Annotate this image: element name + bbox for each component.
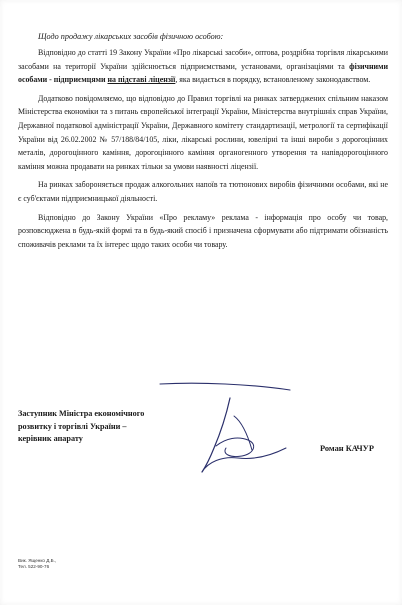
paragraph-1-bold: фізичними особами - підприємцями bbox=[18, 61, 388, 85]
paragraph-market-prohibitions: На ринках забороняється продаж алкогольних напоїв та тютюнових виробів фізичними особами, які не є суб'єктами підприємницької діяльності. bbox=[18, 180, 388, 203]
paragraph-license-requirement bbox=[18, 46, 388, 87]
paragraph-1-bold-underline: на підставі ліцензії bbox=[107, 75, 176, 85]
signer-title-line-1: Заступник Міністра економічного bbox=[18, 409, 145, 418]
executor-name: Вик. Ященко Д.Б., bbox=[18, 558, 57, 563]
executor-phone: Тел. 522-90-76 bbox=[18, 564, 50, 569]
signer-title-line-3: керівник апарату bbox=[18, 434, 83, 443]
paragraph-1-text-a: Відповідно до статті 19 Закону України «Про лікарські засоби», оптова, роздрібна торгівля лікарськими засобами на території України здійснюється підприємствами, установами, організаціями та bbox=[18, 48, 388, 71]
paragraph-1-text-c: , яка видається в порядку, встановленому законодавством. bbox=[175, 75, 371, 85]
signer-title-line-2: розвитку і торгівлі України – bbox=[18, 421, 127, 431]
paragraph-advertising-definition: Відповідно до Закону України «Про рекламу» реклама - інформація про особу чи товар, розповсюджена в будь-якій формі та в будь-який спосіб і призначена сформувати або підтримати обізнаність споживачів реклами та їх інтерес щодо таких особи чи товару. bbox=[18, 212, 388, 249]
letter-body bbox=[18, 46, 388, 256]
paragraph-market-rules: Додатково повідомляємо, що відповідно до Правил торгівлі на ринках затверджених спільним наказом Міністерства економіки та з питань європейської інтеграції України, Міністерства внутрішніх справ України, Державної податкової адміністрації України, Державного комітету стандартизації, метрології та сертифікації України від 26.02.2002 № 57/188/84/105, ліки, лікарські рослини, ювелірні та інші вироби з дорогоцінних металів, дорогоцінного каміння, дорогоцінного каміння органогенного утворення та напівдорогоцінного каміння можна продавати на ринках тільки за умови наявності ліцензії. bbox=[18, 93, 388, 171]
signer-name: Роман КАЧУР bbox=[320, 444, 374, 453]
executor-footer bbox=[18, 558, 56, 570]
handwritten-signature bbox=[130, 376, 300, 486]
letter-topic: Щодо продажу лікарських засобів фізичною особою: bbox=[38, 32, 224, 41]
